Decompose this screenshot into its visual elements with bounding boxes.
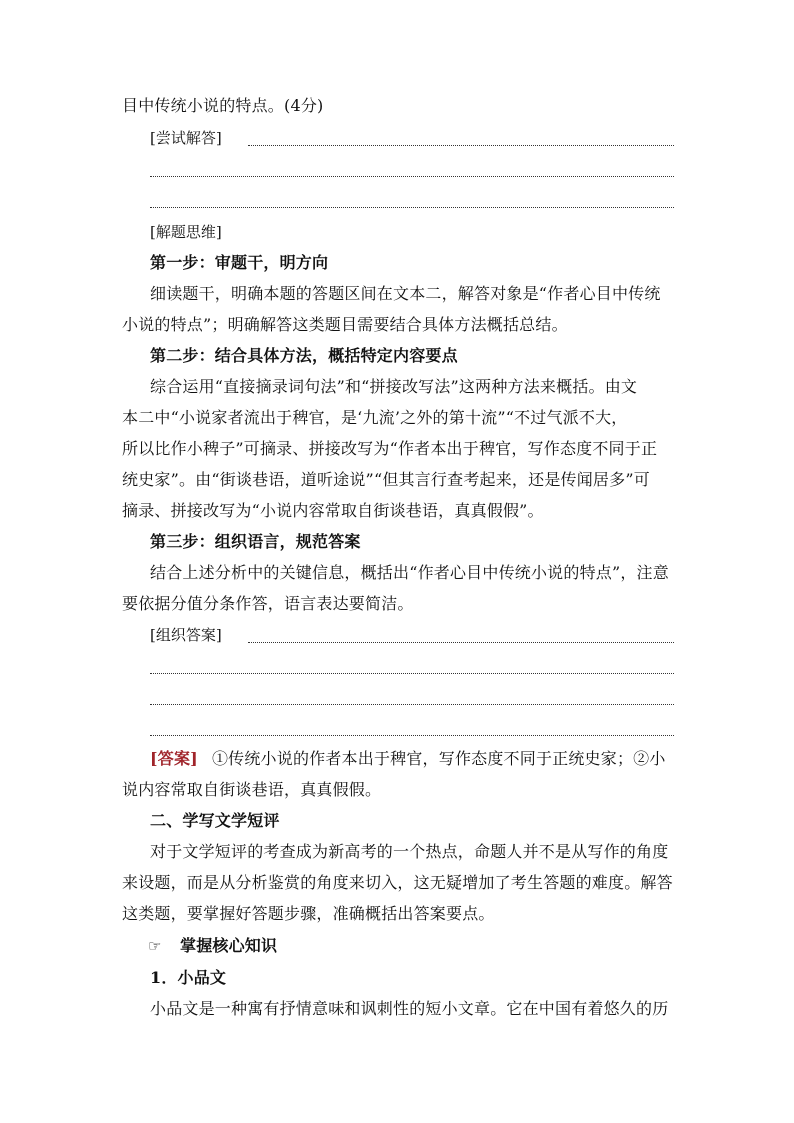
step3-title: 第三步：组织语言，规范答案: [150, 532, 361, 551]
answer-dotted-line-1: [248, 145, 674, 146]
item1-title: 1．小品文: [150, 968, 227, 987]
hand-pointing-icon: ☞: [148, 937, 162, 955]
thinking-label: [解题思维]: [150, 223, 222, 241]
try-answer-label: [尝试解答]: [150, 129, 222, 147]
answer-text: ①传统小说的作者本出于稗官，写作态度不同于正统史家；②小: [211, 749, 666, 768]
step1-para-line: 细读题干，明确本题的答题区间在文本二，解答对象是“作者心目中传统: [150, 284, 661, 303]
answer-dotted-line-2: [150, 176, 674, 177]
step2-para-line: 摘录、拼接改写为“小说内容常取自街谈巷语，真真假假”。: [122, 501, 544, 520]
step2-para-line: 统史家”。由“街谈巷语，道听途说”“但其言行查考起来，还是传闻居多”可: [122, 470, 650, 489]
step1-para-line: 小说的特点”；明确解答这类题目需要结合具体方法概括总结。: [122, 315, 568, 334]
organize-dotted-line-4: [150, 735, 674, 736]
section2-para-line: 来设题，而是从分析鉴赏的角度来切入，这无疑增加了考生答题的难度。解答: [122, 873, 673, 892]
answer-tag: [答案]: [150, 749, 198, 768]
step3-para-line: 结合上述分析中的关键信息，概括出“作者心目中传统小说的特点”，注意: [150, 563, 669, 582]
section2-title: 二、学写文学短评: [150, 811, 280, 830]
core-knowledge-label: 掌握核心知识: [180, 936, 278, 955]
organize-dotted-line-3: [150, 704, 674, 705]
step2-para-line: 所以比作小稗子”可摘录、拼接改写为“作者本出于稗官，写作态度不同于正: [122, 439, 658, 458]
organize-dotted-line-1: [248, 642, 674, 643]
step1-title: 第一步：审题干，明方向: [150, 253, 329, 272]
step2-para-line: 综合运用“直接摘录词句法”和“拼接改写法”这两种方法来概括。由文: [150, 377, 638, 396]
top-line: 目中传统小说的特点。(4分): [122, 96, 324, 115]
step3-para-line: 要依据分值分条作答，语言表达要简洁。: [122, 594, 414, 613]
step2-title: 第二步：结合具体方法，概括特定内容要点: [150, 346, 458, 365]
answer-dotted-line-3: [150, 207, 674, 208]
section2-para-line: 这类题，要掌握好答题步骤，准确概括出答案要点。: [122, 904, 495, 923]
section2-para-line: 对于文学短评的考查成为新高考的一个热点，命题人并不是从写作的角度: [150, 842, 669, 861]
organize-dotted-line-2: [150, 673, 674, 674]
step2-para-line: 本二中“小说家者流出于稗官，是‘九流’之外的第十流”“不过气派不大，: [122, 408, 628, 427]
answer-line-2: 说内容常取自街谈巷语，真真假假。: [122, 780, 382, 799]
organize-answer-label: [组织答案]: [150, 626, 222, 644]
answer-line-1: [150, 749, 666, 769]
item1-para-line: 小品文是一种寓有抒情意味和讽刺性的短小文章。它在中国有着悠久的历: [150, 999, 669, 1018]
